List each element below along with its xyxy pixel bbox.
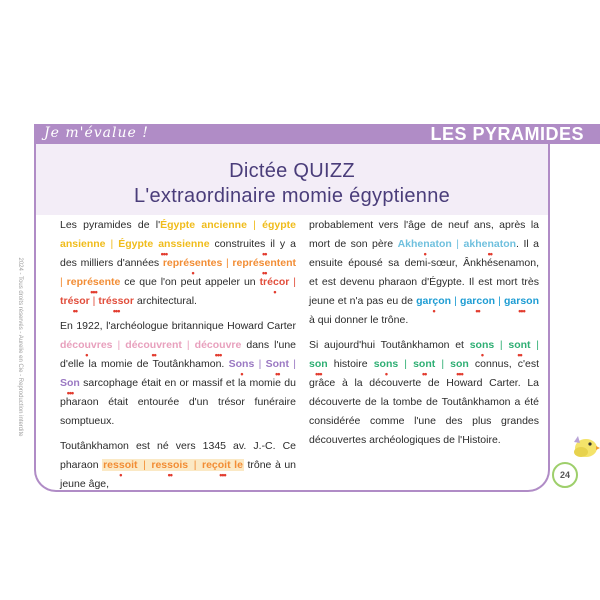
- choice-son-a-3[interactable]: son •••: [309, 358, 328, 379]
- separator: |: [451, 295, 461, 307]
- choice-represent-3[interactable]: représente •••: [66, 276, 121, 297]
- right-column: [309, 216, 539, 456]
- choice-son-b-1[interactable]: sons •: [373, 358, 399, 379]
- text: sarcophage était en or massif et la momie du pharaon était entourée d'un trésor funéraire somptueux.: [60, 377, 296, 427]
- separator: |: [246, 219, 263, 231]
- choice-tresor-2[interactable]: trésor ••: [60, 295, 90, 316]
- text: construites il y a des milliers d'années: [60, 238, 296, 269]
- separator: |: [451, 238, 464, 250]
- text: histoire: [327, 358, 374, 370]
- separator: |: [289, 276, 296, 288]
- text: à qui donner le trône.: [309, 314, 409, 326]
- text: Toutânkhamon est né vers 1345 av. J.-C. Ce pharaon: [60, 440, 296, 471]
- separator: |: [139, 459, 150, 471]
- choice-recoit-2[interactable]: ressois ••: [151, 459, 189, 480]
- separator: |: [60, 276, 67, 288]
- choice-recoit-3[interactable]: reçoit le •••: [202, 459, 243, 480]
- choice-egypte-1[interactable]: Égypte ancienne: [160, 219, 247, 231]
- separator: |: [89, 295, 99, 307]
- text: En 1922, l'archéologue britannique Howard Carter: [60, 320, 296, 332]
- page-number: 24: [552, 462, 578, 488]
- choice-egypte-2[interactable]: égypte ansienne ••: [60, 219, 296, 259]
- choice-akhenaton-2[interactable]: akhenaton ••: [463, 238, 517, 259]
- separator: |: [190, 459, 200, 471]
- text: dans l'une d'elle la momie de Toutânkhamon.: [60, 339, 297, 370]
- separator: |: [530, 339, 540, 351]
- text: trône à un jeune âge,: [60, 459, 297, 490]
- choice-decouvre-1[interactable]: découvres •: [60, 339, 113, 360]
- choice-son-1[interactable]: Sons •: [228, 358, 255, 379]
- choice-represent-2[interactable]: représentent ••: [232, 257, 297, 278]
- text: architectural.: [133, 295, 197, 307]
- choice-garcon-1[interactable]: garçon •: [416, 295, 452, 316]
- choice-decouvre-3[interactable]: découvre •••: [194, 339, 242, 360]
- choice-son-b-2[interactable]: sont ••: [413, 358, 436, 379]
- paragraph-1: [60, 216, 297, 316]
- text: connus, c'est grâce à la découverte de Howard Carter. La découverte de la tombe de Toutânkhamon a été considérée comme l'une des plus grandes découvertes archéologiques de l'Histoire.: [309, 358, 540, 446]
- choice-son-3[interactable]: Son •••: [60, 377, 80, 398]
- separator: |: [398, 358, 414, 370]
- copyright-text: 2024 - Tous droits réservés - Aurelie en Cie - Reproduction interdite: [17, 257, 23, 437]
- bird-illustration: [556, 434, 600, 464]
- separator: |: [288, 358, 296, 370]
- copyright-sidebar: [14, 204, 26, 494]
- choice-recoit-1[interactable]: ressoit •: [103, 459, 138, 480]
- separator: |: [112, 339, 126, 351]
- paragraph-2: [60, 317, 296, 431]
- topic-title: LES PYRAMIDES: [430, 124, 584, 144]
- separator: |: [435, 358, 451, 370]
- paragraph-4: [309, 216, 539, 330]
- text: Les pyramides de l': [60, 219, 161, 231]
- choice-egypte-3[interactable]: Égypte anssienne •••: [118, 238, 210, 259]
- separator: |: [105, 238, 119, 250]
- choice-garcon-3[interactable]: garson •••: [504, 295, 540, 316]
- quiz-title: Dictée QUIZZ: [229, 160, 355, 182]
- separator: |: [222, 257, 233, 269]
- paragraph-3: [60, 437, 296, 494]
- choice-tresor-3[interactable]: tréssor •••: [98, 295, 134, 316]
- separator: |: [495, 295, 504, 307]
- choice-son-a-1[interactable]: sons •: [469, 339, 495, 360]
- separator: |: [181, 339, 195, 351]
- quiz-subtitle: L'extraordinaire momie égyptienne: [133, 185, 451, 207]
- separator: |: [254, 358, 266, 370]
- choice-son-2[interactable]: Sont ••: [265, 358, 289, 379]
- choice-son-b-3[interactable]: son •••: [450, 358, 469, 379]
- text: ce que l'on peut appeler un: [120, 276, 260, 288]
- choice-garcon-2[interactable]: garcon ••: [460, 295, 496, 316]
- choice-tresor-1[interactable]: trécor •: [259, 276, 290, 297]
- text: . Il a ensuite épousé sa demi-sœur, Ânkhésenamon, et est devenu pharaon d'Égypte. Il est mort très jeune et n'a pas eu de: [309, 238, 540, 307]
- choice-son-a-2[interactable]: sont ••: [508, 339, 531, 360]
- text: probablement vers l'âge de neuf ans, après la mort de son père: [309, 219, 539, 250]
- self-evaluation-label: Je m'évalue !: [44, 125, 149, 141]
- separator: |: [494, 339, 509, 351]
- paragraph-5: [309, 336, 539, 450]
- choice-akhenaton-1[interactable]: Akhenaton •: [397, 238, 452, 259]
- left-column: [60, 216, 296, 500]
- choice-represent-1[interactable]: représentes •: [162, 257, 223, 278]
- choice-decouvre-2[interactable]: découvrent ••: [125, 339, 182, 360]
- text: Si aujourd'hui Toutânkhamon et: [309, 339, 470, 351]
